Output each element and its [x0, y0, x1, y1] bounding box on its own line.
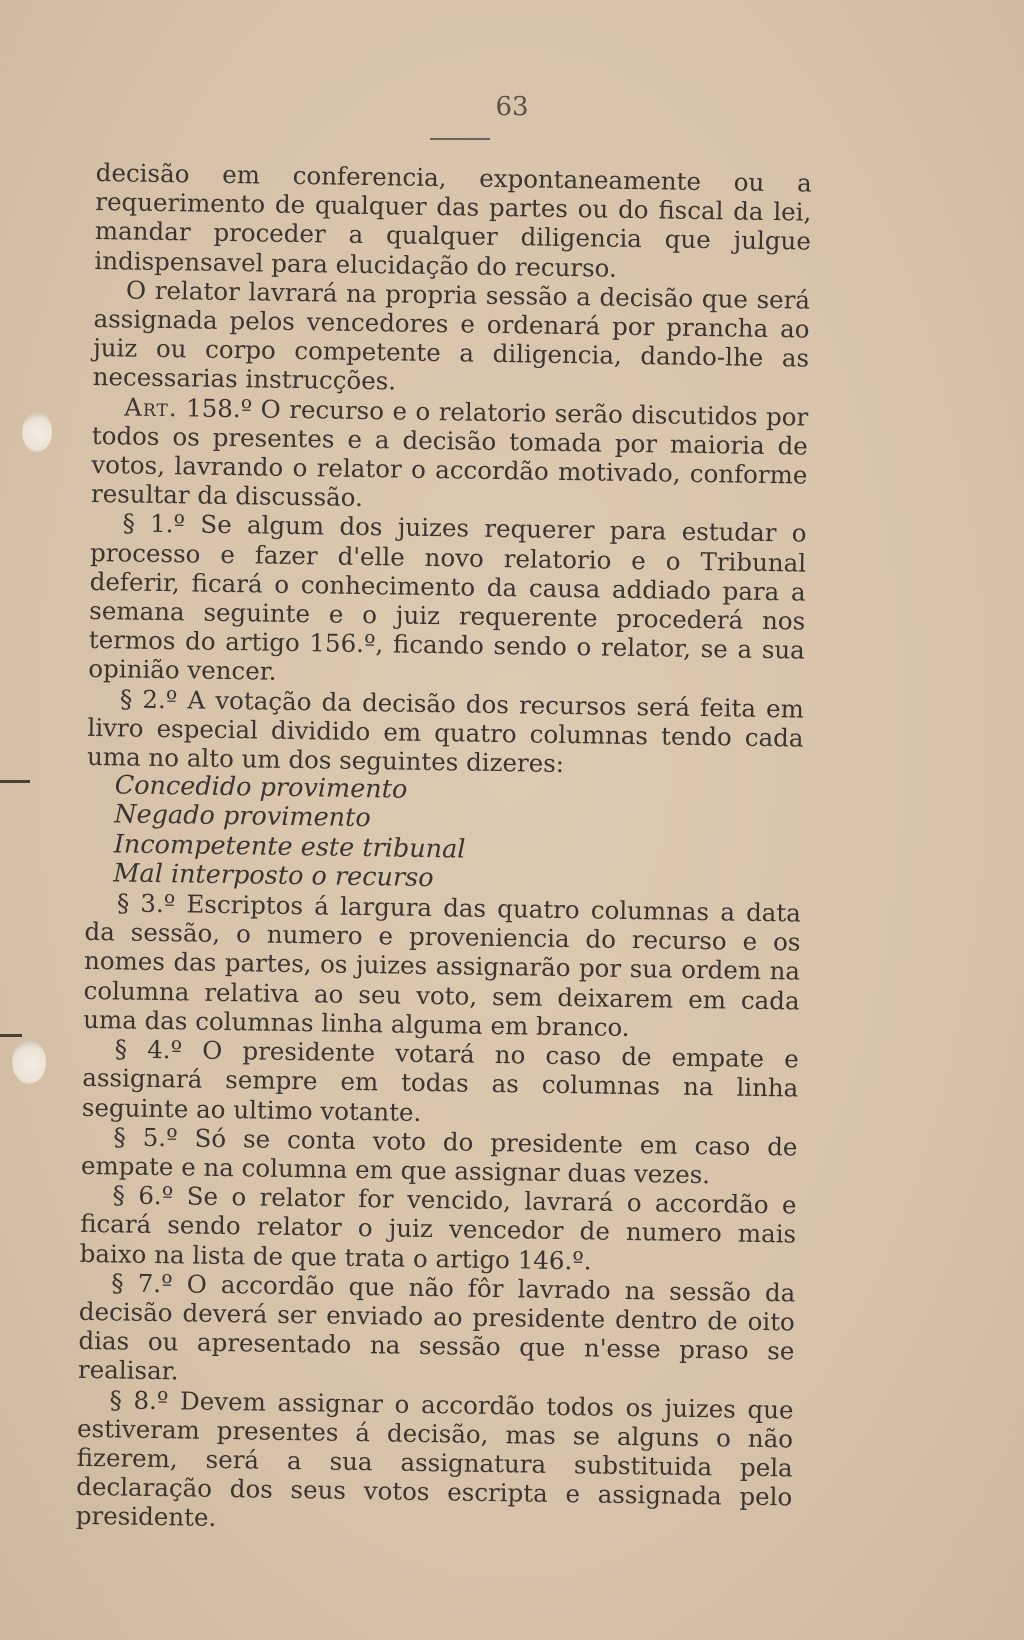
page-text	[76, 158, 812, 1541]
formula-negado: Negado provimento	[114, 799, 371, 834]
paragraph-section-5: § 5.º Só se conta voto do presidente em caso de empate e na columna em que assignar duas vezes.	[80, 1122, 798, 1190]
binding-hole-top	[22, 412, 52, 452]
paragraph-section-1: § 1.º Se algum dos juizes requerer para estudar o processo e fazer d'elle novo relatorio e o Tribunal deferir, ficará o conhecimento da causa addiado para a semana seguinte e o juiz requerente procederá nos termos do artigo 156.º, ficando sendo o relator, se a sua opinião vencer.	[88, 508, 807, 687]
article-label: Art.	[124, 392, 178, 422]
formula-mal-interposto: Mal interposto o recurso	[113, 858, 434, 893]
paragraph-relator: O relator lavrará na propria sessão a decisão que será assignada pelos vencedores e ordenará por prancha ao juiz ou corpo competente a diligencia, dando-lhe as necessarias instrucções.	[92, 275, 811, 396]
edge-mark-lower	[0, 1034, 22, 1037]
paragraph-section-7: § 7.º O accordão que não fôr lavrado na sessão da decisão deverá ser enviado ao presidente dentro de oito dias ou apresentado na sessão que n'esse praso se realisar.	[77, 1268, 796, 1386]
paragraph-section-4: § 4.º O presidente votará no caso de empate e assignará sempre em todas as columnas na linha seguinte ao ultimo votante.	[81, 1034, 799, 1127]
article-158	[91, 392, 809, 519]
article-158-text: 158.º O recurso e o relatorio serão discutidos por todos os presentes e a decisão tomada por maioria de votos, lavrando o relator o accordão motivado, conforme resultar da discussão.	[90, 392, 809, 513]
page-number: 63	[495, 92, 529, 122]
header-rule	[430, 138, 490, 140]
paragraph-section-2: § 2.º A votação da decisão dos recursos será feita em livro especial dividido em quatro columnas tendo cada uma no alto um dos seguintes dizeres:	[86, 684, 805, 779]
formula-concedido: Concedido provimento	[114, 770, 408, 805]
formula-incompetente: Incompetente este tribunal	[113, 829, 466, 865]
paragraph-section-3: § 3.º Escriptos á largura das quatro columnas a data da sessão, o numero e proveniencia do recurso e os nomes das partes, os juizes assignarão por sua ordem na columna relativa ao seu voto, sem deixarem em cada uma das columnas linha alguma em branco.	[83, 888, 802, 1042]
binding-hole-bottom	[12, 1040, 46, 1084]
paragraph-continuation: decisão em conferencia, expontaneamente ou a requerimento de qualquer das partes ou do fiscal da lei, mandar proceder a qualquer diligencia que julgue indispensavel para elucidação do recurso.	[94, 158, 812, 283]
paragraph-section-8: § 8.º Devem assignar o accordão todos os juizes que estiveram presentes á decisão, mas se alguns o não fizerem, será a sua assignatura substituida pela declaração dos seus votos escripta e assignada pelo presidente.	[75, 1384, 794, 1533]
edge-mark-middle	[0, 780, 30, 783]
paragraph-section-6: § 6.º Se o relator for vencido, lavrará o accordão e ficará sendo relator o juiz vencedor de numero mais baixo na lista de que trata o artigo 146.º.	[79, 1180, 797, 1275]
